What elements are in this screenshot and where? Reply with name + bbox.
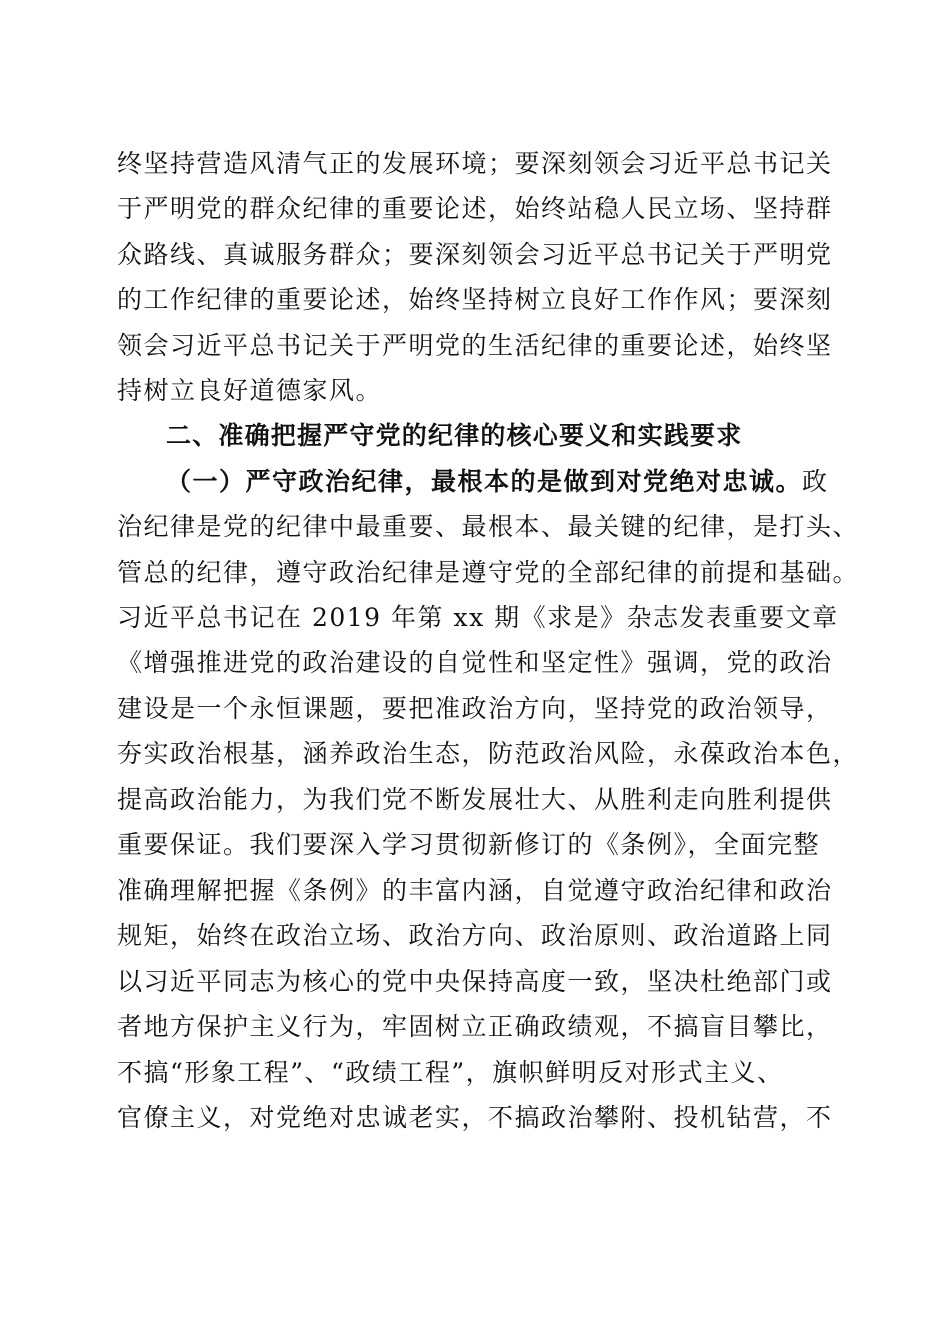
subsection-heading: （一）严守政治纪律，最根本的是做到对党绝对忠诚。: [166, 467, 803, 496]
section-heading: 二、准确把握严守党的纪律的核心要义和实践要求: [166, 421, 743, 450]
paragraph-line: 夯实政治根基，涵养政治生态，防范政治风险，永葆政治本色，: [117, 739, 860, 768]
paragraph-line: 建设是一个永恒课题，要把准政治方向，坚持党的政治领导，: [117, 694, 833, 723]
paragraph-line: 的工作纪律的重要论述，始终坚持树立良好工作作风；要深刻: [117, 285, 833, 314]
paragraph-line: 众路线、真诚服务群众；要深刻领会习近平总书记关于严明党: [117, 240, 833, 269]
paragraph-line: 终坚持营造风清气正的发展环境；要深刻领会习近平总书记关: [117, 149, 833, 178]
paragraph-line: 不搞“形象工程”、“政绩工程”，旗帜鲜明反对形式主义、: [117, 1058, 784, 1087]
paragraph-line: 以习近平同志为核心的党中央保持高度一致，坚决杜绝部门或: [117, 967, 833, 996]
paragraph-line: 领会习近平总书记关于严明党的生活纪律的重要论述，始终坚: [117, 331, 833, 360]
paragraph-line: 于严明党的群众纪律的重要论述，始终站稳人民立场、坚持群: [117, 194, 833, 223]
paragraph-line: 重要保证。我们要深入学习贯彻新修订的《条例》，全面完整: [117, 830, 821, 859]
subsection-line: [166, 467, 886, 497]
paragraph-line: 《增强推进党的政治建设的自觉性和坚定性》强调，党的政治: [117, 648, 833, 677]
paragraph-line: 官僚主义，对党绝对忠诚老实，不搞政治攀附、投机钻营，不: [117, 1103, 833, 1132]
paragraph-line: 规矩，始终在政治立场、政治方向、政治原则、政治道路上同: [117, 921, 833, 950]
paragraph-line: 治纪律是党的纪律中最重要、最根本、最关键的纪律，是打头、: [117, 512, 860, 541]
paragraph-line: 管总的纪律，遵守政治纪律是遵守党的全部纪律的前提和基础。: [117, 558, 860, 587]
paragraph-line: 准确理解把握《条例》的丰富内涵，自觉遵守政治纪律和政治: [117, 876, 833, 905]
paragraph-line: 提高政治能力，为我们党不断发展壮大、从胜利走向胜利提供: [117, 785, 833, 814]
subsection-tail: 政: [802, 467, 829, 496]
paragraph-line: 者地方保护主义行为，牢固树立正确政绩观，不搞盲目攀比，: [117, 1012, 833, 1041]
paragraph-line: 持树立良好道德家风。: [117, 376, 383, 405]
paragraph-line: 习近平总书记在 2019 年第 xx 期《求是》杂志发表重要文章: [117, 603, 839, 632]
